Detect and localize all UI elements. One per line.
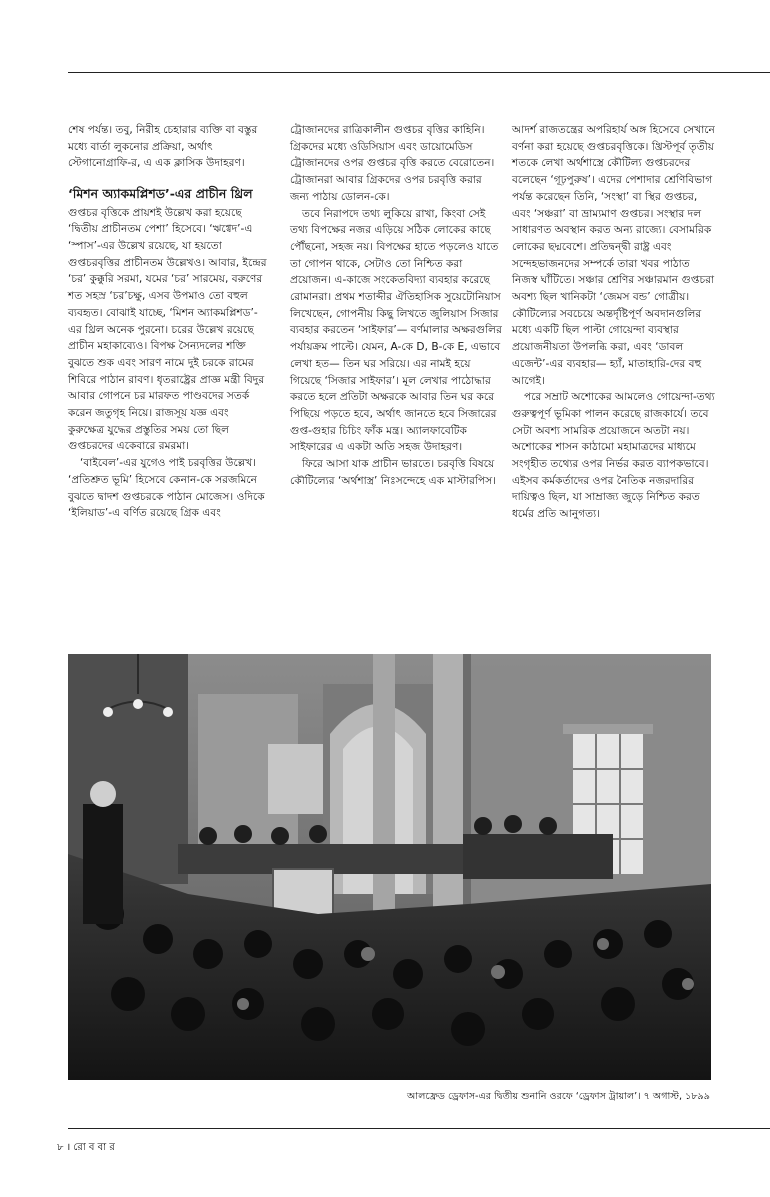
article-column-1 [68, 122, 268, 522]
article-column-2 [290, 122, 502, 489]
paragraph: আদর্শ রাজতন্ত্রের অপরিহার্য অঙ্গ হিসেবে সেখানে বর্ণনা করা হয়েছে গুপ্তচরবৃত্তিকে। খ্রিস্টপূর্ব তৃতীয় শতকে লেখা অর্থশাস্ত্রে কৌটিল্য গুপ্তচরদের বলেছেন ‘গূঢ়পুরুষ’। এদের পেশাদার শ্রেণিবিভাগ পর্যন্ত করেছেন তিনি, ‘সংস্থা’ বা স্থির গুপ্তচর, এবং ‘সঞ্চরা’ বা ভ্রাম্যমাণ গুপ্তচর। সংস্থার দল সাধারণত অবস্থান করত অন্য রাজ্যে। বেসামরিক লোকের ছদ্মবেশে। প্রতিদ্বন্দ্বী রাষ্ট্র এবং সন্দেহভাজনদের সম্পর্কে তারা খবর পাঠাত নিজস্ব ঘাঁটিতে। সঞ্চার শ্রেণির সঞ্চারমান গুপ্তচরা অবশ্য ছিল খানিকটা ‘জেমস বন্ড’ গোত্রীয়। কৌটিল্যের সবচেয়ে অন্তর্দৃষ্টিপূর্ণ অবদানগুলির মধ্যে একটি ছিল পাল্টা গোয়েন্দা ব্যবস্থার প্রয়োজনীয়তা উপলব্ধি করা, এবং ‘ডাবল এজেন্ট’-এর ব্যবহার— হ্যাঁ, মাতাহারি-দের বহু আগেই। [512, 124, 715, 387]
paragraph: ফিরে আসা যাক প্রাচীন ভারতে। চরবৃত্তি বিষয়ে কৌটিল্যের ‘অর্থশাস্ত্র’ নিঃসন্দেহে এক মাস্টারপিস। [290, 458, 496, 487]
article-column-3 [512, 122, 718, 523]
top-rule [68, 72, 770, 73]
photo-caption: আলফ্রেড ড্রেফাস-এর দ্বিতীয় শুনানি ওরফে ‘ড্রেফাস ট্রায়াল’। ৭ অগাস্ট, ১৮৯৯ [407, 1091, 710, 1102]
page-footer [57, 1139, 115, 1157]
courtroom-photo [68, 654, 711, 1080]
page-number: ৮ [57, 1142, 64, 1153]
paragraph: শেষ পর্যন্ত। তবু, নিরীহ চেহারার ব্যক্তি বা বস্তুর মধ্যে বার্তা লুকনোর প্রক্রিয়া, অর্থাৎ স্টেগানোগ্রাফি-র, এ এক ক্লাসিক উদাহরণ। [68, 124, 258, 170]
magazine-name: রো ব বা র [73, 1142, 115, 1153]
paragraph: তবে নিরাপদে তথ্য লুকিয়ে রাখা, কিংবা সেই তথ্য বিপক্ষের নজর এড়িয়ে সঠিক লোকের কাছে পৌঁছনো, সহজ নয়। বিপক্ষের হাতে পড়লেও যাতে তা গোপন থাকে, সেটাও তো নিশ্চিত করা প্রয়োজন। এ-কাজে সংকেতবিদ্যা ব্যবহার করেছে রোমানরা। প্রথম শতাব্দীর ঐতিহাসিক সুয়েটোনিয়াস লিখেছেন, গোপনীয় কিছু লিখতে জুলিয়াস সিজার ব্যবহার করতেন ‘সাইফার’— বর্ণমালার অক্ষরগুলির পর্যায়ক্রম পাল্টে। যেমন, A-কে D, B-কে E, এভাবে লেখা হত— তিন ঘর সরিয়ে। এর নামই হয়ে গিয়েছে ‘সিজার সাইফার’। মূল লেখার পাঠোদ্ধার করতে হলে প্রতিটা অক্ষরকে আবার তিন ঘর করে পিছিয়ে পড়তে হবে, অর্থাৎ জানতে হবে সিজারের গুপ্ত-গুহার চিচিং ফাঁক মন্ত্র। অ্যালফাবেটিক সাইফারের এ একটা অতি সহজ উদাহরণ। [290, 207, 502, 454]
paragraph: ট্রোজানদের রাত্রিকালীন গুপ্তচর বৃত্তির কাহিনি। গ্রিকদের মধ্যে ওডিসিয়াস এবং ডায়োমেডিস ট্রোজানদের ওপর গুপ্তচর বৃত্তি করতে বেরোতেন। ট্রোজানরা আবার গ্রিকদের ওপর চরবৃত্তি করার জন্য পাঠায় ডোলন-কে। [290, 124, 495, 203]
paragraph: গুপ্তচর বৃত্তিকে প্রায়শই উল্লেখ করা হয়েছে ‘দ্বিতীয় প্রাচীনতম পেশা’ হিসেবে। ‘ঋগ্বেদ’-এ ‘স্পাস’-এর উল্লেখ রয়েছে, যা হয়তো গুপ্তচরবৃত্তির প্রাচীনতম উল্লেখও। আবার, ইন্দ্রের ‘চর’ কুক্কুরি সরমা, যমের ‘চর’ সারমেয়, বরুণের শত সহস্র ‘চর’চক্ষু, এসব উপমাও তো বহুল ব্যবহৃত। বোঝাই যাচ্ছে, ‘মিশন অ্যাকমপ্লিশড’-এর থ্রিল অনেক পুরনো। চরের উল্লেখ রয়েছে প্রাচীন মহাকাব্যেও। বিপক্ষ সৈন্যদলের শক্তি বুঝতে শুক এবং সারণ নামে দুই চরকে রামের শিবিরে পাঠান রাবণ। ধৃতরাষ্ট্রের প্রাজ্ঞ মন্ত্রী বিদুর আবার গোপনে চর মারফত পাণ্ডবদের সতর্ক করেন জতুগৃহ নিয়ে। রাজসূয় যজ্ঞ এবং কুরুক্ষেত্র যুদ্ধের প্রস্তুতির সময় তো ছিল গুপ্তচরদের একেবারে রমরমা। [68, 206, 267, 453]
paragraph: ‘বাইবেল’-এর যুগেও পাই চরবৃত্তির উল্লেখ। ‘প্রতিশ্রুত ভূমি’ হিসেবে কেনান-কে সরজমিনে বুঝতে দ্বাদশ গুপ্তচরকে পাঠান মোজেস। ওদিকে ‘ইলিয়াড’-এ বর্ণিত রয়েছে গ্রিক এবং [68, 457, 265, 520]
article-body [68, 122, 718, 642]
bottom-rule [68, 1128, 770, 1129]
footer-separator: । [66, 1142, 71, 1153]
paragraph: পরে সম্রাট অশোকের আমলেও গোয়েন্দা-তথ্য গুরুত্বপূর্ণ ভূমিকা পালন করেছে রাজকার্যে। তবে সেটা অবশ্য সামরিক প্রয়োজনে অতটা নয়। অশোকের শাসন কাঠামো মহামাত্রদের মাধ্যমে সংগৃহীত তথ্যের ওপর নির্ভর করত ব্যাপকভাবে। এইসব কর্মকর্তাদের ওপর নৈতিক নজরদারির দায়িত্বও ছিল, যা সাম্রাজ্য জুড়ে নিশ্চিত করত ধর্মের প্রতি আনুগত্য। [512, 391, 715, 521]
section-subheading: ‘মিশন অ্যাকমপ্লিশড’-এর প্রাচীন থ্রিল [68, 186, 253, 202]
